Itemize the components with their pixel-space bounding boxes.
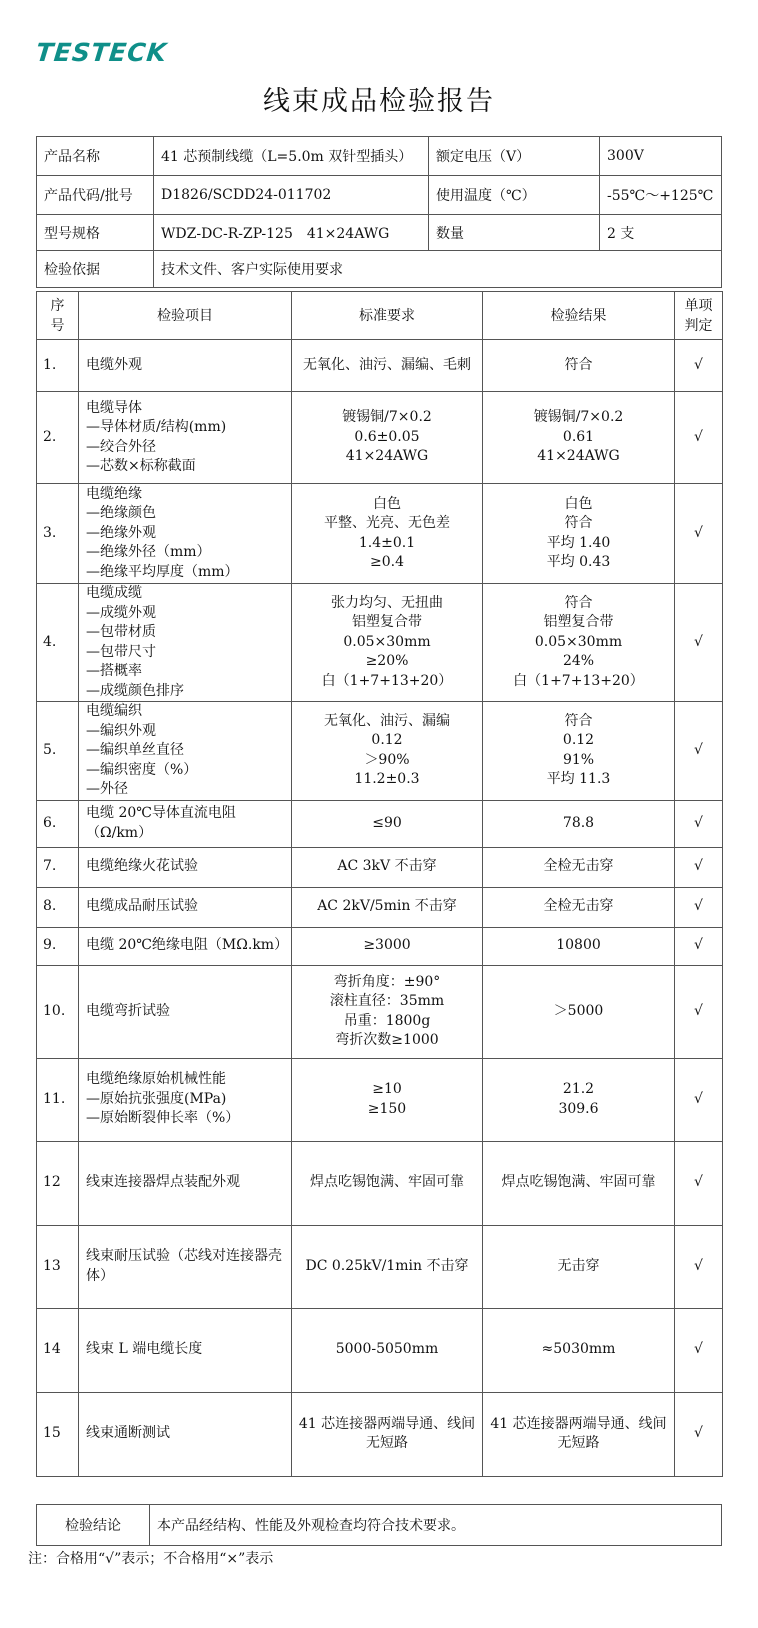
rated-voltage-label: 额定电压（V） xyxy=(429,137,600,176)
row-item-line: —芯数×标称截面 xyxy=(86,458,196,474)
row-result xyxy=(483,1225,675,1308)
row-item-line: —成缆外观 xyxy=(86,604,156,621)
row-standard-line: 0.12 xyxy=(371,732,403,749)
row-no-line: 9. xyxy=(43,937,57,954)
row-judgment xyxy=(675,1058,723,1141)
row-item-line: —绝缘平均厚度（mm） xyxy=(86,563,239,580)
row-no-line: 4. xyxy=(43,633,57,650)
row-item xyxy=(79,340,292,392)
row-no-line: 13 xyxy=(43,1257,61,1274)
row-no xyxy=(37,392,79,484)
row-result xyxy=(483,584,675,702)
conclusion-label: 检验结论 xyxy=(37,1505,150,1546)
row-item xyxy=(79,965,292,1058)
table-row xyxy=(37,392,723,484)
header-judgment xyxy=(675,292,723,340)
row-result-line: 符合 xyxy=(564,712,593,729)
row-item xyxy=(79,484,292,584)
row-item xyxy=(79,1225,292,1308)
quantity-value: 2 支 xyxy=(600,215,722,251)
row-standard-line: 镀锡铜/7×0.2 xyxy=(342,409,432,426)
temperature-value: -55℃～+125℃ xyxy=(600,176,722,215)
row-judgment-line: √ xyxy=(694,1174,703,1191)
row-no xyxy=(37,584,79,702)
row-no xyxy=(37,965,79,1058)
row-standard-line: ≥20% xyxy=(365,653,409,670)
row-no xyxy=(37,1225,79,1308)
row-judgment xyxy=(675,847,723,887)
row-item-line: —包带尺寸 xyxy=(86,643,156,660)
row-item xyxy=(79,1308,292,1392)
table-header-row xyxy=(37,292,723,340)
row-result-line: 焊点吃锡饱满、牢固可靠 xyxy=(501,1174,656,1191)
row-item-line: —绝缘外观 xyxy=(86,524,156,541)
temperature-label: 使用温度（℃） xyxy=(429,176,600,215)
row-judgment-line: √ xyxy=(694,428,703,445)
row-item-line: 线束连接器焊点装配外观 xyxy=(86,1174,240,1191)
product-name-value: 41 芯预制线缆（L=5.0m 双针型插头） xyxy=(154,137,429,176)
row-standard xyxy=(292,800,483,847)
row-standard-line: 白（1+7+13+20） xyxy=(321,672,453,689)
row-standard-line: 平整、光亮、无色差 xyxy=(324,515,450,531)
row-result-line: 白（1+7+13+20） xyxy=(513,672,644,689)
product-code-label: 产品代码/批号 xyxy=(37,176,154,215)
row-no xyxy=(37,340,79,392)
product-code-value: D1826/SCDD24-011702 xyxy=(154,176,429,215)
row-result xyxy=(483,1058,675,1141)
row-item-line: —绝缘颜色 xyxy=(86,505,156,522)
row-result-line: 0.05×30mm xyxy=(534,633,623,650)
row-standard-line: DC 0.25kV/1min 不击穿 xyxy=(305,1257,469,1274)
table-row xyxy=(37,887,723,927)
row-judgment xyxy=(675,702,723,801)
basis-label: 检验依据 xyxy=(37,251,154,288)
row-result xyxy=(483,702,675,801)
row-item-line: —原始断裂伸长率（%） xyxy=(86,1110,240,1127)
row-result-line: 白色 xyxy=(564,495,593,512)
table-row xyxy=(37,1225,723,1308)
row-standard-line: 0.05×30mm xyxy=(343,633,431,650)
row-item-line: 电缆绝缘原始机械性能 xyxy=(86,1071,226,1088)
row-standard-line: 0.6±0.05 xyxy=(354,428,420,445)
table-row xyxy=(37,340,723,392)
header-judgment-text: 单项判定 xyxy=(684,297,713,334)
row-result-line: 铝塑复合带 xyxy=(543,614,614,631)
row-standard-line: ≥150 xyxy=(367,1100,407,1117)
row-standard-line: 弯折角度：±90° xyxy=(333,973,441,990)
row-item-line: —外径 xyxy=(86,781,128,797)
model-value: WDZ-DC-R-ZP-125 41×24AWG xyxy=(154,215,429,251)
row-no-line: 3. xyxy=(43,524,57,541)
row-item xyxy=(79,1392,292,1476)
row-item-line: —编织外观 xyxy=(86,722,156,739)
table-row xyxy=(37,1058,723,1141)
row-judgment-line: √ xyxy=(694,524,703,541)
inspection-table xyxy=(36,291,723,1477)
row-standard xyxy=(292,392,483,484)
row-standard xyxy=(292,927,483,965)
row-item-line: —包带材质 xyxy=(86,624,156,640)
row-result-line: 符合 xyxy=(564,515,593,531)
quantity-label: 数量 xyxy=(429,215,600,251)
row-no xyxy=(37,702,79,801)
row-item xyxy=(79,1141,292,1225)
basis-value: 技术文件、客户实际使用要求 xyxy=(154,251,722,288)
row-judgment-line: √ xyxy=(694,858,703,875)
row-standard xyxy=(292,1308,483,1392)
row-no-line: 15 xyxy=(43,1425,61,1442)
row-standard-line: 白色 xyxy=(373,495,401,512)
row-standard xyxy=(292,1392,483,1476)
row-item xyxy=(79,847,292,887)
row-standard-line: 吊重：1800g xyxy=(343,1012,431,1029)
info-row xyxy=(37,137,722,176)
row-no xyxy=(37,847,79,887)
row-item-line: 线束 L 端电缆长度 xyxy=(86,1341,203,1358)
row-standard xyxy=(292,484,483,584)
row-result xyxy=(483,340,675,392)
row-item-line: 电缆绝缘 xyxy=(86,485,142,502)
row-no-line: 8. xyxy=(43,898,57,915)
row-item xyxy=(79,927,292,965)
header-result: 检验结果 xyxy=(483,292,675,340)
row-result-line: 全检无击穿 xyxy=(543,898,614,915)
table-row xyxy=(37,584,723,702)
row-standard xyxy=(292,965,483,1058)
row-standard-line: 5000-5050mm xyxy=(335,1341,439,1358)
row-no-line: 7. xyxy=(43,858,57,875)
conclusion-row xyxy=(37,1505,722,1546)
row-judgment xyxy=(675,1308,723,1392)
row-no-line: 6. xyxy=(43,814,57,831)
info-row xyxy=(37,176,722,215)
table-row xyxy=(37,702,723,801)
row-judgment-line: √ xyxy=(694,633,703,650)
footnote: 注：合格用“√”表示；不合格用“×”表示 xyxy=(28,1551,274,1567)
row-result-line: 41×24AWG xyxy=(537,448,620,465)
row-result xyxy=(483,927,675,965)
row-standard-line: ≥10 xyxy=(372,1081,402,1097)
row-result-line: 镀锡铜/7×0.2 xyxy=(533,409,624,426)
row-item-line: —成缆颜色排序 xyxy=(86,682,184,699)
table-row xyxy=(37,965,723,1058)
row-standard-line: ≥0.4 xyxy=(370,554,404,570)
header-item: 检验项目 xyxy=(79,292,292,340)
row-no-line: 11. xyxy=(43,1090,66,1107)
row-no xyxy=(37,887,79,927)
row-standard-line: AC 3kV 不击穿 xyxy=(337,858,437,875)
row-standard-line: ≥3000 xyxy=(363,937,411,954)
model-label: 型号规格 xyxy=(37,215,154,251)
row-no xyxy=(37,1392,79,1476)
row-result xyxy=(483,1141,675,1225)
row-judgment xyxy=(675,887,723,927)
row-no xyxy=(37,800,79,847)
row-standard-line: 滚柱直径：35mm xyxy=(329,993,445,1009)
row-standard xyxy=(292,702,483,801)
row-result xyxy=(483,484,675,584)
row-judgment-line: √ xyxy=(694,1341,703,1358)
conclusion-text: 本产品经结构、性能及外观检查均符合技术要求。 xyxy=(150,1505,722,1546)
row-no-line: 5. xyxy=(43,742,57,758)
row-standard xyxy=(292,1225,483,1308)
row-item xyxy=(79,887,292,927)
row-item xyxy=(79,584,292,702)
row-no-line: 12 xyxy=(43,1174,61,1191)
info-row xyxy=(37,251,722,288)
row-standard-line: 1.4±0.1 xyxy=(358,534,416,551)
row-judgment-line: √ xyxy=(694,356,703,373)
row-standard xyxy=(292,340,483,392)
row-judgment xyxy=(675,584,723,702)
rated-voltage-value: 300V xyxy=(600,137,722,176)
table-row xyxy=(37,484,723,584)
row-standard xyxy=(292,1058,483,1141)
row-item-line: —绞合外径 xyxy=(86,438,156,455)
report-title: 线束成品检验报告 xyxy=(263,86,495,117)
row-standard xyxy=(292,847,483,887)
row-item-line: —绝缘外径（mm） xyxy=(86,544,211,561)
product-name-label: 产品名称 xyxy=(37,137,154,176)
row-result-line: ＞5000 xyxy=(553,1002,604,1019)
row-item-line: —搭概率 xyxy=(86,663,142,679)
row-item-line: 电缆外观 xyxy=(86,356,142,373)
row-standard-line: 无氧化、油污、漏编 xyxy=(324,712,450,729)
row-result xyxy=(483,1392,675,1476)
row-judgment-line: √ xyxy=(694,898,703,915)
row-result-line: 309.6 xyxy=(558,1100,599,1117)
conclusion-table xyxy=(36,1504,722,1546)
header-no-text: 序号 xyxy=(50,297,65,334)
row-result-line: 78.8 xyxy=(562,814,595,831)
table-row xyxy=(37,1308,723,1392)
row-judgment xyxy=(675,1392,723,1476)
row-no-line: 1. xyxy=(43,356,57,373)
row-result-line: 10800 xyxy=(556,937,601,954)
row-no xyxy=(37,927,79,965)
row-result-line: 平均 1.40 xyxy=(546,534,611,551)
row-item-line: 电缆 20℃导体直流电阻（Ω/km） xyxy=(86,805,236,841)
row-item xyxy=(79,702,292,801)
row-standard xyxy=(292,584,483,702)
row-standard xyxy=(292,887,483,927)
row-standard-line: 41 芯连接器两端导通、线间无短路 xyxy=(298,1415,476,1451)
row-standard-line: 无氧化、油污、漏编、毛刺 xyxy=(303,356,471,373)
header-standard: 标准要求 xyxy=(292,292,483,340)
row-result-line: ≈5030mm xyxy=(541,1341,616,1358)
row-no xyxy=(37,1141,79,1225)
row-result-line: 21.2 xyxy=(562,1081,595,1097)
info-row xyxy=(37,215,722,251)
product-info-table xyxy=(36,136,722,288)
company-logo: TESTECK xyxy=(34,38,169,67)
row-result xyxy=(483,392,675,484)
row-judgment xyxy=(675,484,723,584)
row-result-line: 41 芯连接器两端导通、线间无短路 xyxy=(490,1415,667,1451)
row-result-line: 91% xyxy=(562,751,595,768)
row-item-line: —编织单丝直径 xyxy=(86,742,184,758)
row-no xyxy=(37,1308,79,1392)
header-no xyxy=(37,292,79,340)
row-item-line: 电缆导体 xyxy=(86,399,142,416)
row-item-line: —导体材质/结构(mm) xyxy=(86,419,227,435)
row-standard-line: 41×24AWG xyxy=(345,448,429,465)
row-item-line: 电缆绝缘火花试验 xyxy=(86,858,198,875)
row-standard-line: 11.2±0.3 xyxy=(354,771,420,788)
table-row xyxy=(37,1392,723,1476)
row-no-line: 2. xyxy=(43,428,57,445)
row-item-line: —编织密度（%） xyxy=(86,761,198,778)
row-result-line: 全检无击穿 xyxy=(543,858,614,875)
row-standard-line: 张力均匀、无扭曲 xyxy=(331,594,443,611)
row-result xyxy=(483,847,675,887)
row-result xyxy=(483,1308,675,1392)
row-item-line: —原始抗张强度(MPa) xyxy=(86,1090,227,1107)
row-no-line: 10. xyxy=(43,1002,66,1019)
row-result-line: 0.12 xyxy=(562,732,595,749)
row-item-line: 电缆编织 xyxy=(86,703,142,719)
row-result-line: 平均 0.43 xyxy=(546,554,611,570)
row-item xyxy=(79,392,292,484)
row-result xyxy=(483,800,675,847)
row-standard-line: ＞90% xyxy=(364,751,410,768)
row-result-line: 24% xyxy=(562,653,595,670)
row-result-line: 0.61 xyxy=(562,428,595,445)
row-item-line: 电缆成品耐压试验 xyxy=(86,898,198,915)
row-judgment-line: √ xyxy=(694,742,703,758)
row-judgment xyxy=(675,1225,723,1308)
row-standard-line: 焊点吃锡饱满、牢固可靠 xyxy=(310,1174,464,1191)
row-no xyxy=(37,484,79,584)
row-judgment xyxy=(675,965,723,1058)
table-row xyxy=(37,1141,723,1225)
row-item-line: 线束耐压试验（芯线对连接器壳体） xyxy=(86,1248,282,1284)
row-result-line: 无击穿 xyxy=(557,1257,600,1274)
row-no xyxy=(37,1058,79,1141)
table-row xyxy=(37,800,723,847)
row-judgment-line: √ xyxy=(694,814,703,831)
table-row xyxy=(37,847,723,887)
row-judgment xyxy=(675,340,723,392)
row-item xyxy=(79,800,292,847)
row-judgment xyxy=(675,392,723,484)
row-result-line: 平均 11.3 xyxy=(546,771,611,788)
row-standard-line: 弯折次数≥1000 xyxy=(335,1032,439,1048)
row-judgment xyxy=(675,1141,723,1225)
row-judgment xyxy=(675,800,723,847)
row-judgment-line: √ xyxy=(694,1090,703,1107)
row-item-line: 电缆弯折试验 xyxy=(86,1002,170,1019)
row-judgment-line: √ xyxy=(694,1257,703,1274)
row-no-line: 14 xyxy=(43,1341,61,1358)
row-item-line: 电缆成缆 xyxy=(86,585,142,601)
row-item-line: 线束通断测试 xyxy=(86,1425,170,1442)
row-result xyxy=(483,887,675,927)
row-standard-line: 铝塑复合带 xyxy=(352,614,422,631)
row-judgment-line: √ xyxy=(694,1002,703,1019)
row-standard-line: ≤90 xyxy=(372,814,402,831)
row-item-line: 电缆 20℃绝缘电阻（MΩ.km） xyxy=(86,937,289,954)
row-judgment-line: √ xyxy=(694,937,703,954)
row-standard xyxy=(292,1141,483,1225)
row-judgment xyxy=(675,927,723,965)
row-item xyxy=(79,1058,292,1141)
row-standard-line: AC 2kV/5min 不击穿 xyxy=(317,898,457,915)
table-row xyxy=(37,927,723,965)
row-judgment-line: √ xyxy=(694,1425,703,1442)
row-result-line: 符合 xyxy=(564,356,593,373)
row-result-line: 符合 xyxy=(564,594,593,611)
row-result xyxy=(483,965,675,1058)
